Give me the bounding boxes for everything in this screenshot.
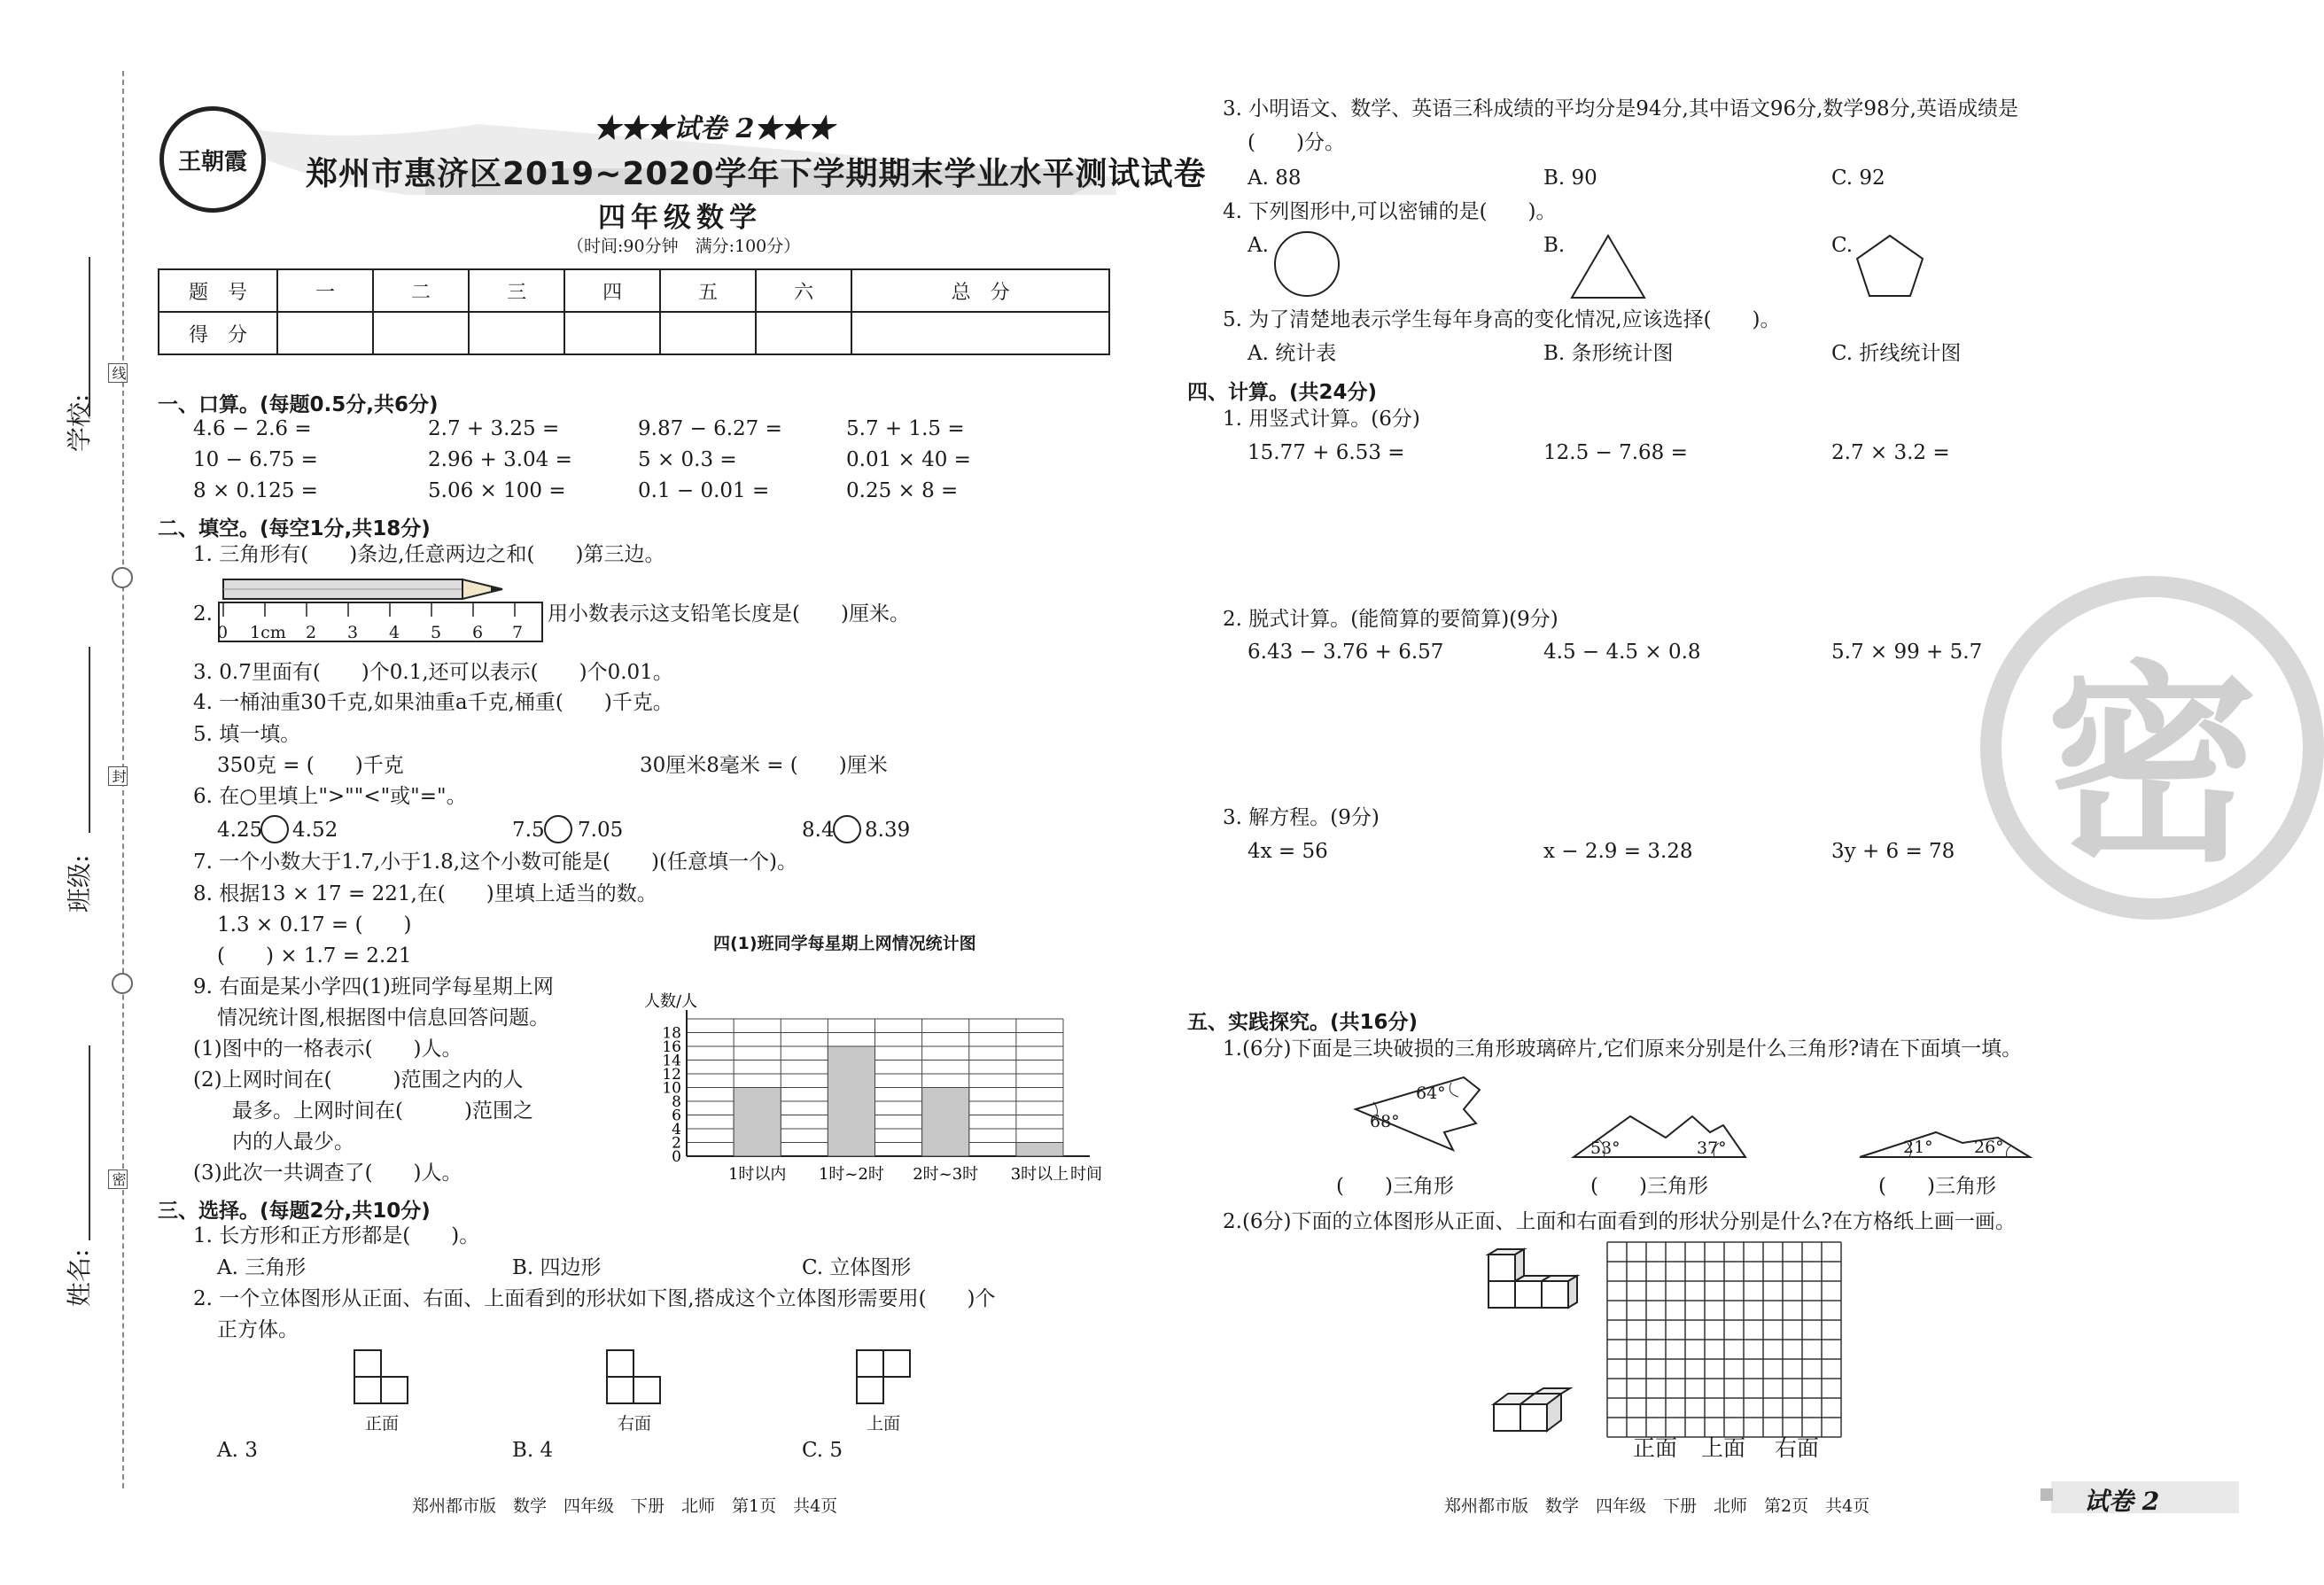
score-header-4: 四 [564,269,660,312]
chart-title: 四(1)班同学每星期上网情况统计图 [713,934,976,953]
chart-y-tick: 0 [672,1148,681,1166]
ruler-label: 5 [431,623,442,642]
ruler-label: 7 [512,623,524,642]
name-label: 姓名: [65,1248,94,1307]
s2-q5b: 30厘米8毫米 = ( )厘米 [640,754,888,777]
pentagon-shape [1854,232,1926,299]
s1-item: 0.1 − 0.01 = [638,479,770,502]
school-field[interactable] [89,257,90,416]
mark-xian: 线 [108,363,128,383]
s4-q3-item: 3y + 6 = 78 [1831,840,1955,863]
s2-q6c-right: 8.39 [865,819,911,842]
chart-y-tick: 4 [672,1121,681,1138]
s1-item: 0.01 × 40 = [846,448,971,471]
angle-21: 21° [1903,1138,1933,1157]
s1-item: 5.06 × 100 = [428,479,566,502]
exam-badge: ★★★试卷 2★★★ [594,113,835,144]
s2-q8a: 1.3 × 0.17 = ( ) [217,913,412,936]
s5-q1: 1.(6分)下面是三块破损的三角形玻璃碎片,它们原来分别是什么三角形?请在下面填一填。 [1223,1037,2023,1061]
chart-category-label: 3时以上 [1010,1165,1069,1184]
grid-label-front: 正面 [1633,1435,1678,1461]
broken-triangle-3 [1856,1125,2033,1161]
chart-x-label: 时间 [1070,1165,1102,1184]
s4-title: 四、计算。(共24分) [1187,381,1378,404]
s3-q3-opt-a[interactable]: A. 88 [1247,167,1302,190]
score-header-3: 三 [469,269,564,312]
compare-circle[interactable] [260,815,289,843]
s2-q6b-right: 7.05 [578,819,624,842]
s2-q7: 7. 一个小数大于1.7,小于1.8,这个小数可能是( )(任意填一个)。 [193,851,797,874]
chart-y-tick: 18 [662,1024,681,1043]
binding-circle-1 [112,567,133,588]
s4-q1-item: 15.77 + 6.53 = [1247,441,1405,464]
s1-item: 0.25 × 8 = [846,479,959,502]
triangle-answer-3[interactable]: ( )三角形 [1878,1175,1996,1198]
class-label: 班级: [65,854,94,913]
cube-solid-2 [1488,1387,1595,1449]
subject-title: 四年级数学 [598,202,762,234]
chart-bar [922,1088,969,1157]
footer-tag-squares [2040,1488,2053,1501]
s4-q1-item: 2.7 × 3.2 = [1831,441,1950,464]
s2-q5: 5. 填一填。 [193,723,301,746]
s2-q9-line5: 最多。上网时间在( )范围之 [232,1099,533,1123]
s3-q4-opt-b[interactable]: B. [1543,234,1566,257]
s4-q2: 2. 脱式计算。(能简算的要简算)(9分) [1223,608,1558,631]
score-header-5: 五 [660,269,756,312]
score-header-6: 六 [756,269,851,312]
s1-item: 4.6 − 2.6 = [193,417,312,440]
s3-title: 三、选择。(每题2分,共10分) [158,1200,431,1223]
s3-q4-opt-a[interactable]: A. [1247,234,1269,257]
s1-item: 2.7 + 3.25 = [428,417,560,440]
chart-y-tick: 2 [672,1134,681,1153]
s3-q5-opt-c[interactable]: C. 折线统计图 [1831,342,1962,365]
view-right [605,1348,667,1406]
view-top [855,1348,917,1406]
drawing-grid[interactable] [1605,1240,1845,1440]
ruler-label: 1cm [250,623,286,642]
compare-circle[interactable] [544,815,572,843]
chart-bar [1016,1143,1063,1157]
chart-bar [734,1088,781,1157]
s3-q5-opt-b[interactable]: B. 条形统计图 [1543,342,1674,365]
s2-q2-num: 2. [193,602,213,625]
chart-y-tick: 16 [662,1038,681,1056]
s1-item: 8 × 0.125 = [193,479,318,502]
s4-q2-item: 4.5 − 4.5 × 0.8 [1543,641,1701,664]
s2-q3: 3. 0.7里面有( )个0.1,还可以表示( )个0.01。 [193,661,673,684]
s5-q2: 2.(6分)下面的立体图形从正面、上面和右面看到的形状分别是什么?在方格纸上画一画。 [1223,1210,2016,1233]
logo-seal [159,106,266,213]
chart-y-tick: 6 [672,1107,681,1125]
score-header-total: 总 分 [851,269,1109,312]
s2-q9-line2: 情况统计图,根据图中信息回答问题。 [217,1006,550,1029]
angle-37: 37° [1697,1138,1727,1158]
s1-title: 一、口算。(每题0.5分,共6分) [158,393,439,416]
chart-category-label: 1时~2时 [818,1165,884,1184]
s2-q1: 1. 三角形有( )条边,任意两边之和( )第三边。 [193,543,665,566]
s1-item: 9.87 − 6.27 = [638,417,782,440]
ruler-label: 2 [306,623,317,642]
s5-title: 五、实践探究。(共16分) [1187,1011,1418,1034]
view-front [353,1348,415,1406]
s4-q3: 3. 解方程。(9分) [1223,806,1380,829]
s3-q5-opt-a[interactable]: A. 统计表 [1247,342,1337,365]
s2-q5a: 350克 = ( )千克 [217,754,404,777]
s2-q2-text: 用小数表示这支铅笔长度是( )厘米。 [548,602,910,625]
view-front-label: 正面 [365,1414,400,1433]
s3-q2-opt-b[interactable]: B. 4 [512,1439,554,1462]
score-cell[interactable] [373,312,469,354]
grid-label-right: 右面 [1775,1435,1820,1461]
score-cell[interactable] [756,312,851,354]
s3-q4-opt-c[interactable]: C. [1831,234,1854,257]
s3-q1-opt-c[interactable]: C. 立体图形 [802,1256,912,1279]
chart-bar [828,1046,874,1156]
s2-q6a-left: 4.25 [217,819,263,842]
s1-item: 5 × 0.3 = [638,448,737,471]
compare-circle[interactable] [833,815,861,843]
score-cell[interactable] [277,312,373,354]
s3-q2-line2: 正方体。 [217,1318,299,1341]
s4-q1-item: 12.5 − 7.68 = [1543,441,1688,464]
ruler-label: 0 [217,623,229,642]
s3-q3-opt-c[interactable]: C. 92 [1831,167,1885,190]
s2-q6: 6. 在○里填上">""<"或"="。 [193,785,467,808]
angle-64: 64° [1416,1084,1446,1103]
s1-item: 2.96 + 3.04 = [428,448,572,471]
footer-tag: 试卷 2 [2084,1487,2160,1516]
bar-chart [620,944,1102,1192]
s3-q2-line1: 2. 一个立体图形从正面、右面、上面看到的形状如下图,搭成这个立体图形需要用( )个 [193,1287,996,1310]
school-label: 学校: [65,393,94,452]
grid-label-top: 上面 [1701,1435,1746,1461]
triangle-answer-1[interactable]: ( )三角形 [1336,1175,1454,1198]
s2-q8: 8. 根据13 × 17 = 221,在( )里填上适当的数。 [193,882,657,905]
circle-shape [1271,229,1342,299]
chart-category-label: 2时~3时 [913,1165,979,1184]
s1-item: 10 − 6.75 = [193,448,318,471]
score-cell[interactable] [564,312,660,354]
s3-q2-opt-c[interactable]: C. 5 [802,1439,843,1462]
s2-q6a-right: 4.52 [292,819,338,842]
s2-q9-line6: 内的人最少。 [232,1130,354,1154]
triangle-shape [1568,232,1648,301]
ruler-label: 3 [347,623,359,642]
s3-q3-line2: ( )分。 [1247,131,1345,154]
chart-y-tick: 8 [672,1093,681,1111]
score-header-row [159,269,1109,312]
score-header-1: 一 [277,269,373,312]
s2-title: 二、填空。(每空1分,共18分) [158,517,431,540]
cube-solid-1 [1480,1249,1586,1329]
s3-q5: 5. 为了清楚地表示学生每年身高的变化情况,应该选择( )。 [1223,308,1781,331]
chart-y-label: 人数/人 [644,992,698,1011]
chart-y-tick: 10 [662,1079,681,1098]
chart-y-tick: 14 [662,1052,681,1070]
s2-q9-line7: (3)此次一共调查了( )人。 [193,1162,462,1185]
view-right-label: 右面 [618,1414,652,1433]
score-row-label: 得 分 [159,312,277,354]
angle-68: 68° [1370,1112,1400,1131]
s3-q3-opt-b[interactable]: B. 90 [1543,167,1597,190]
score-cell[interactable] [851,312,1109,354]
exam-title: 郑州市惠济区2019~2020学年下学期期末学业水平测试试卷 [306,156,1207,192]
s1-item: 5.7 + 1.5 = [846,417,965,440]
binding-circle-2 [112,973,133,994]
class-field[interactable] [89,647,90,833]
score-cell[interactable] [660,312,756,354]
s3-q1: 1. 长方形和正方形都是( )。 [193,1224,480,1247]
s4-q1: 1. 用竖式计算。(6分) [1223,408,1420,431]
mark-mi: 密 [108,1169,128,1189]
time-score: （时间:90分钟 满分:100分） [567,237,801,256]
angle-53: 53° [1590,1138,1621,1158]
s2-q9-line1: 9. 右面是某小学四(1)班同学每星期上网 [193,975,554,998]
footer-left: 郑州都市版 数学 四年级 下册 北师 第1页 共4页 [412,1496,838,1516]
score-cell[interactable] [469,312,564,354]
score-header-2: 二 [373,269,469,312]
s3-q4: 4. 下列图形中,可以密铺的是( )。 [1223,200,1557,223]
ruler-label: 4 [389,623,400,642]
footer-right: 郑州都市版 数学 四年级 下册 北师 第2页 共4页 [1444,1496,1870,1516]
name-field[interactable] [89,1045,90,1240]
view-top-label: 上面 [867,1414,901,1433]
s3-q2-opt-a[interactable]: A. 3 [217,1439,258,1462]
s2-q9-line3: (1)图中的一格表示( )人。 [193,1037,462,1061]
mark-feng: 封 [108,766,128,786]
s2-q6c-left: 8.4 [802,819,835,842]
s2-q8b: ( ) × 1.7 = 2.21 [217,944,412,967]
s3-q1-opt-b[interactable]: B. 四边形 [512,1256,602,1279]
triangle-answer-2[interactable]: ( )三角形 [1590,1175,1708,1198]
ruler-label: 6 [472,623,484,642]
s3-q1-opt-a[interactable]: A. 三角形 [217,1256,307,1279]
s2-q6b-left: 7.5 [512,819,545,842]
angle-26: 26° [1974,1138,2004,1157]
s4-q2-item: 5.7 × 99 + 5.7 [1831,641,1983,664]
score-header-0: 题 号 [159,269,277,312]
score-table [158,268,1110,355]
s4-q3-item: x − 2.9 = 3.28 [1543,840,1693,863]
chart-category-label: 1时以内 [727,1165,787,1184]
s2-q4: 4. 一桶油重30千克,如果油重a千克,桶重( )千克。 [193,691,673,714]
watermark-char: 密 [2045,641,2258,890]
s2-q9-line4: (2)上网时间在( )范围之内的人 [193,1068,524,1092]
watermark-seal [1980,576,2324,920]
s4-q2-item: 6.43 − 3.76 + 6.57 [1247,641,1444,664]
s3-q3-line1: 3. 小明语文、数学、英语三科成绩的平均分是94分,其中语文96分,数学98分,英语成绩是 [1223,97,2018,120]
chart-y-tick: 12 [662,1066,681,1084]
logo-text: 王朝霞 [177,148,247,175]
s4-q3-item: 4x = 56 [1247,840,1328,863]
score-value-row [159,312,1109,354]
